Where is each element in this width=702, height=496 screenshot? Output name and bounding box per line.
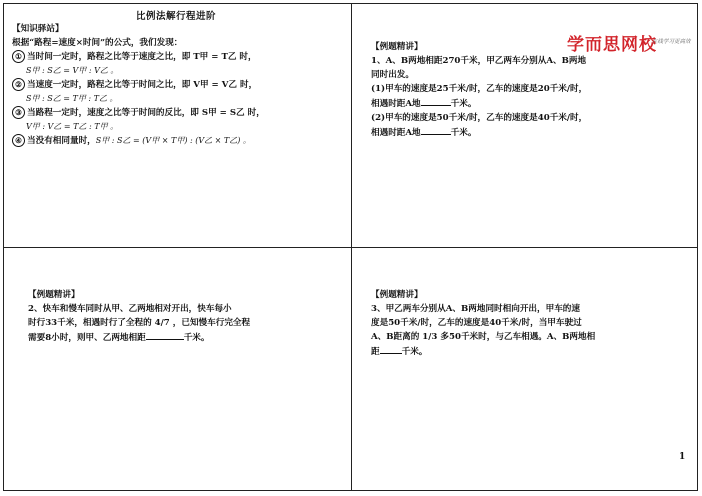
problem-line: 2、快车和慢车同时从甲、乙两地相对开出，快车每小 [28,304,232,314]
page-title: 比例法解行程进阶 [136,11,217,22]
example-panel-1 [371,40,621,140]
answer-suffix: 千米。 [183,333,210,343]
rule-number: ② [12,78,25,91]
rule-number: ④ [12,134,25,147]
rule-item [12,106,342,134]
rule-number: ① [12,50,25,63]
rule-item [12,134,342,148]
section-label: 【例题精讲】 [371,290,423,300]
rule-formula: S甲 : S乙 = V甲 : V乙 。 [26,66,119,75]
answer-suffix: 千米。 [401,347,428,357]
answer-suffix: 千米。 [450,128,477,138]
answer-blank[interactable] [380,344,402,354]
example-panel-3 [371,288,616,359]
intro-text: 根据“路程=速度×时间”的公式，我们发现： [12,38,183,48]
rule-formula: S甲 : S乙 = T甲 : T乙 。 [26,94,118,103]
page-number: 1 [679,452,686,462]
rule-item [12,78,342,106]
answer-prefix: 相遇时距A地 [371,128,421,138]
answer-blank[interactable] [421,125,451,135]
rule-item [12,50,342,78]
problem-line: 距 [371,347,380,357]
rule-text: 当速度一定时，路程之比等于时间之比，即 V甲 = V乙 时， [27,80,258,90]
knowledge-panel [12,22,342,148]
section-label: 【知识驿站】 [12,24,64,34]
rule-formula: V甲 : V乙 = T乙 : T甲 。 [26,122,119,131]
rule-number: ③ [12,106,25,119]
problem-line: 时行33千米，相遇时行了全程的 4/7 ，已知慢车行完全程 [28,318,251,328]
brand-logo: 学而思网校 [567,35,657,55]
rule-text: 当路程一定时，速度之比等于时间的反比，即 S甲 = S乙 时， [27,108,265,118]
problem-line: 1、A、B两地相距270千米，甲乙两车分别从A、B两地 [371,56,587,66]
brand-slogan: 在线学习更高效 [652,39,691,45]
answer-blank[interactable] [146,330,184,340]
problem-line: 3、甲乙两车分别从A、B两地同时相向开出，甲车的速 [371,304,580,314]
problem-line: (1)甲车的速度是25千米/时，乙车的速度是20千米/时， [371,84,588,94]
rule-formula: S甲 : S乙 = (V甲 × T甲) : (V乙 × T乙) 。 [95,136,251,145]
problem-line: A、B距离的 1/3 多50千米时，与乙车相遇。A、B两地相 [371,332,596,342]
example-panel-2 [28,288,318,345]
section-label: 【例题精讲】 [28,290,80,300]
problem-line: 度是50千米/时，乙车的速度是40千米/时，当甲车驶过 [371,318,582,328]
rule-text: 当时间一定时，路程之比等于速度之比，即 T甲 = T乙 时， [27,52,257,62]
answer-blank[interactable] [421,96,451,106]
problem-line: 同时出发。 [371,70,414,80]
problem-line: 需要8小时，则甲、乙两地相距 [28,333,146,343]
problem-line: (2)甲车的速度是50千米/时，乙车的速度是40千米/时， [371,113,588,123]
answer-suffix: 千米。 [450,99,477,109]
rule-text: 当没有相同量时， [27,136,96,146]
section-label: 【例题精讲】 [371,42,423,52]
horizontal-divider [3,247,698,248]
answer-prefix: 相遇时距A地 [371,99,421,109]
